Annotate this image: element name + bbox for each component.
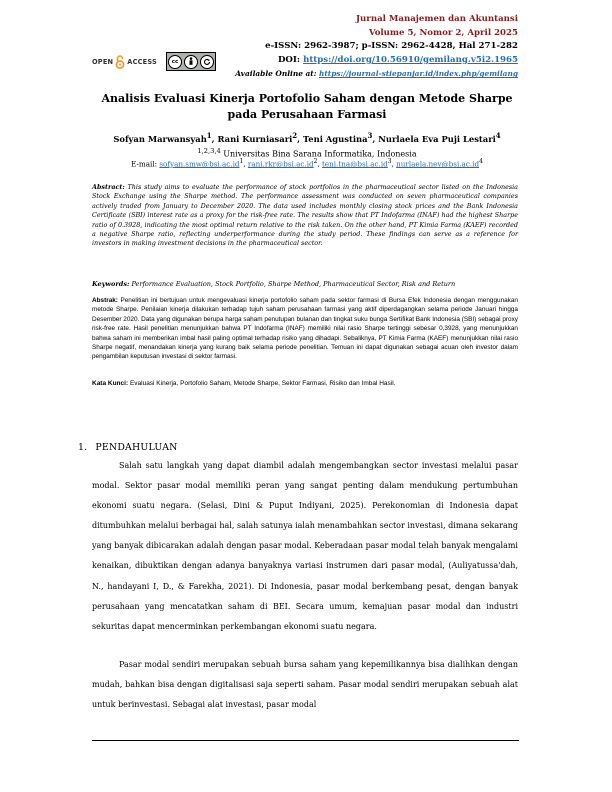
journal-available: [235, 67, 518, 81]
open-access-text-2: ACCESS: [127, 58, 157, 66]
journal-volume: Volume 5, Nomor 2, April 2025: [368, 27, 518, 38]
email-sup: 3: [387, 158, 392, 165]
author-name: Rani Kurniasari: [217, 133, 293, 144]
author-list: Sofyan Marwansyah$^1$, Rani Kurniasari$^2$, Teni Agustina$^3$, Nurlaela Eva Puji Lestari$^4$: [113, 131, 501, 144]
body-paragraph-2: [92, 655, 518, 715]
journal-header: [235, 13, 518, 81]
by-icon: [184, 55, 198, 69]
journal-doi: [235, 54, 518, 68]
email-sup: 2: [313, 158, 318, 165]
author-sup: 1: [206, 131, 212, 140]
email-sup: 1: [239, 158, 244, 165]
abstrak-label: Abstrak:: [92, 297, 118, 304]
body-paragraph-1: [92, 456, 518, 637]
author-sup: 4: [495, 131, 501, 140]
email-label: E-mail:: [131, 159, 158, 169]
doi-link[interactable]: https://doi.org/10.56910/gemilang.v5i2.1965: [303, 54, 518, 65]
keywords-indonesian: [92, 380, 518, 387]
journal-name: Jurnal Manajemen dan Akuntansi: [355, 14, 518, 24]
kata-kunci-label: Kata Kunci:: [92, 380, 129, 387]
author-name: Nurlaela Eva Puji Lestari: [378, 133, 496, 144]
email-link[interactable]: sofyan.smw@bsi.ac.id: [159, 159, 240, 169]
abstrak-text: Penelitian ini bertujuan untuk mengevaluasi kinerja portofolio saham pada sektor farmasi di Bursa Efek Indonesia dengan menggunakan metode Sharpe. Penilaian kinerja dilakukan terhadap tujuh saham perusahaan farmasi yang aktif diperdagangkan selama periode Januari hingga Desember 2020. Data yang digunakan berupa harga saham penutupan bulanan dan tingkat suku bunga Sertifikat Bank Indonesia (SBI) sebagai proxy risk-free rate. Hasil penelitian menunjukkan bahwa PT Indofarma (INAF) memiliki nilai rasio Sharpe tertinggi sebesar 0,3928, yang menunjukkan bahwa saham ini memberikan imbal hasil paling optimal terhadap risiko yang dihadapi. Sebaliknya, PT Kimia Farma (KAEF) menunjukkan nilai rasio Sharpe negatif, menandakan kinerja yang kurang baik selama periode penelitian. Temuan ini dapat digunakan sebagai acuan oleh investor dalam pengambilan keputusan investasi di sektor farmasi.: [92, 297, 518, 361]
paragraph-text: Salah satu langkah yang dapat diambil adalah mengembangkan sector investasi melalui pasar modal. Sektor pasar modal memiliki peran yang sangat penting dalam mendukung pertumbuhan ekonomi suatu negara. (Selasi, Dini & Puput Indiyani, 2025). Perekonomian di Indonesia dapat ditumbuhkan melalui berbagai hal, salah satunya ialah menambahkan sector investasi, dimana sekarang yang banyak dibicarakan adalah dengan pasar modal. Keberadaan pasar modal telah banyak mengalami kenaikan, dibuktikan dengan adanya banyaknya variasi instrumen dari pasar modal, (Auliyatussa'dah, N., handayani I, D., & Farekha, 2021). Di Indonesia, pasar modal berkembang pesat, dengan banyak perusahaan yang mencatatkan saham di BEI. Secara umum, kemajuan pasar modal dan industri sekuritas dapat mencerminkan perkembangan ekonomi suatu negara.: [92, 461, 518, 631]
cc-license-badge[interactable]: [166, 52, 216, 71]
keywords-label: Keywords:: [92, 280, 130, 288]
email-link[interactable]: rani.rkr@bsi.ac.id: [247, 159, 314, 169]
affiliation-text: Universitas Bina Sarana Informatika, Indonesia: [223, 149, 417, 159]
abstract-text: This study aims to evaluate the performance of stock portfolios in the pharmaceutical sector listed on the Indonesia Stock Exchange using the Sharpe method. The performance assessment was conducted on seven pharmaceutical companies actively traded from January to December 2020. The data used includes monthly closing stock prices and the Bank Indonesia Certificate (SBI) interest rate as a proxy for the risk-free rate. The results show that PT Indofarma (INAF) had the highest Sharpe ratio of 0.3928, indicating the most optimal return relative to the risk taken. On the other hand, PT Kimia Farma (KAEF) recorded a negative Sharpe ratio, reflecting underperformance during the study period. These findings can serve as a reference for investors in making investment decisions in the pharmaceutical sector.: [92, 183, 518, 248]
keywords-text: Performance Evaluation, Stock Portfolio, Sharpe Method, Pharmaceutical Sector, Risk and Return: [131, 280, 456, 288]
paper-title: Analisis Evaluasi Kinerja Portofolio Saham dengan Metode Sharpe pada Perusahaan Farmasi: [101, 92, 513, 121]
affiliation-sup: 1,2,3,4: [197, 147, 221, 155]
open-access-badge: [92, 55, 157, 69]
sa-icon: [200, 55, 214, 69]
author-sup: 2: [292, 131, 298, 140]
doi-label: DOI:: [277, 54, 301, 65]
cc-icon: cc: [168, 55, 182, 69]
paragraph-text: Pasar modal sendiri merupakan sebuah bursa saham yang kepemilikannya bisa dialihkan dengan mudah, bahkan bisa dengan digitalisasi saja seperti saham. Pasar modal sendiri merupakan sebuah alat untuk berinvestasi. Sebagai alat investasi, pasar modal: [92, 660, 518, 710]
author-sup: 3: [367, 131, 373, 140]
keywords-english: [92, 280, 518, 288]
author-name: Teni Agustina: [303, 133, 368, 144]
author-name: Sofyan Marwansyah: [113, 133, 207, 144]
email-sup: 4: [479, 158, 483, 165]
abstract-label: Abstract:: [92, 183, 125, 191]
available-link[interactable]: https://journal-stiepanjar.id/index.php/gemilang: [319, 69, 518, 79]
abstract-english: [92, 183, 518, 249]
open-access-text-1: OPEN: [92, 58, 114, 66]
section-heading: [78, 442, 178, 453]
open-access-lock-icon: [115, 55, 125, 69]
email-link[interactable]: teni.tna@bsi.ac.id: [322, 159, 388, 169]
email-link[interactable]: nurlaela.nev@bsi.ac.id: [396, 159, 480, 169]
kata-kunci-text: Evaluasi Kinerja, Portofolio Saham, Metode Sharpe, Sektor Farmasi, Risiko dan Imbal Hasil.: [129, 380, 396, 387]
abstract-indonesian: [92, 296, 518, 362]
journal-issn: e-ISSN: 2962-3987; p-ISSN: 2962-4428, Hal 271-282: [265, 41, 518, 52]
section-title-text: PENDAHULUAN: [95, 442, 178, 453]
section-number: 1.: [78, 442, 88, 453]
available-label: Available Online at:: [235, 69, 317, 79]
email-list: E-mail: $sofyan.smw@bsi.ac.id^1$, $rani.rkr@bsi.ac.id^2$, $teni.tna@bsi.ac.id^3$, $nurlaela.nev@bsi.ac.id^4$: [131, 158, 483, 169]
footer-rule: [92, 740, 519, 741]
